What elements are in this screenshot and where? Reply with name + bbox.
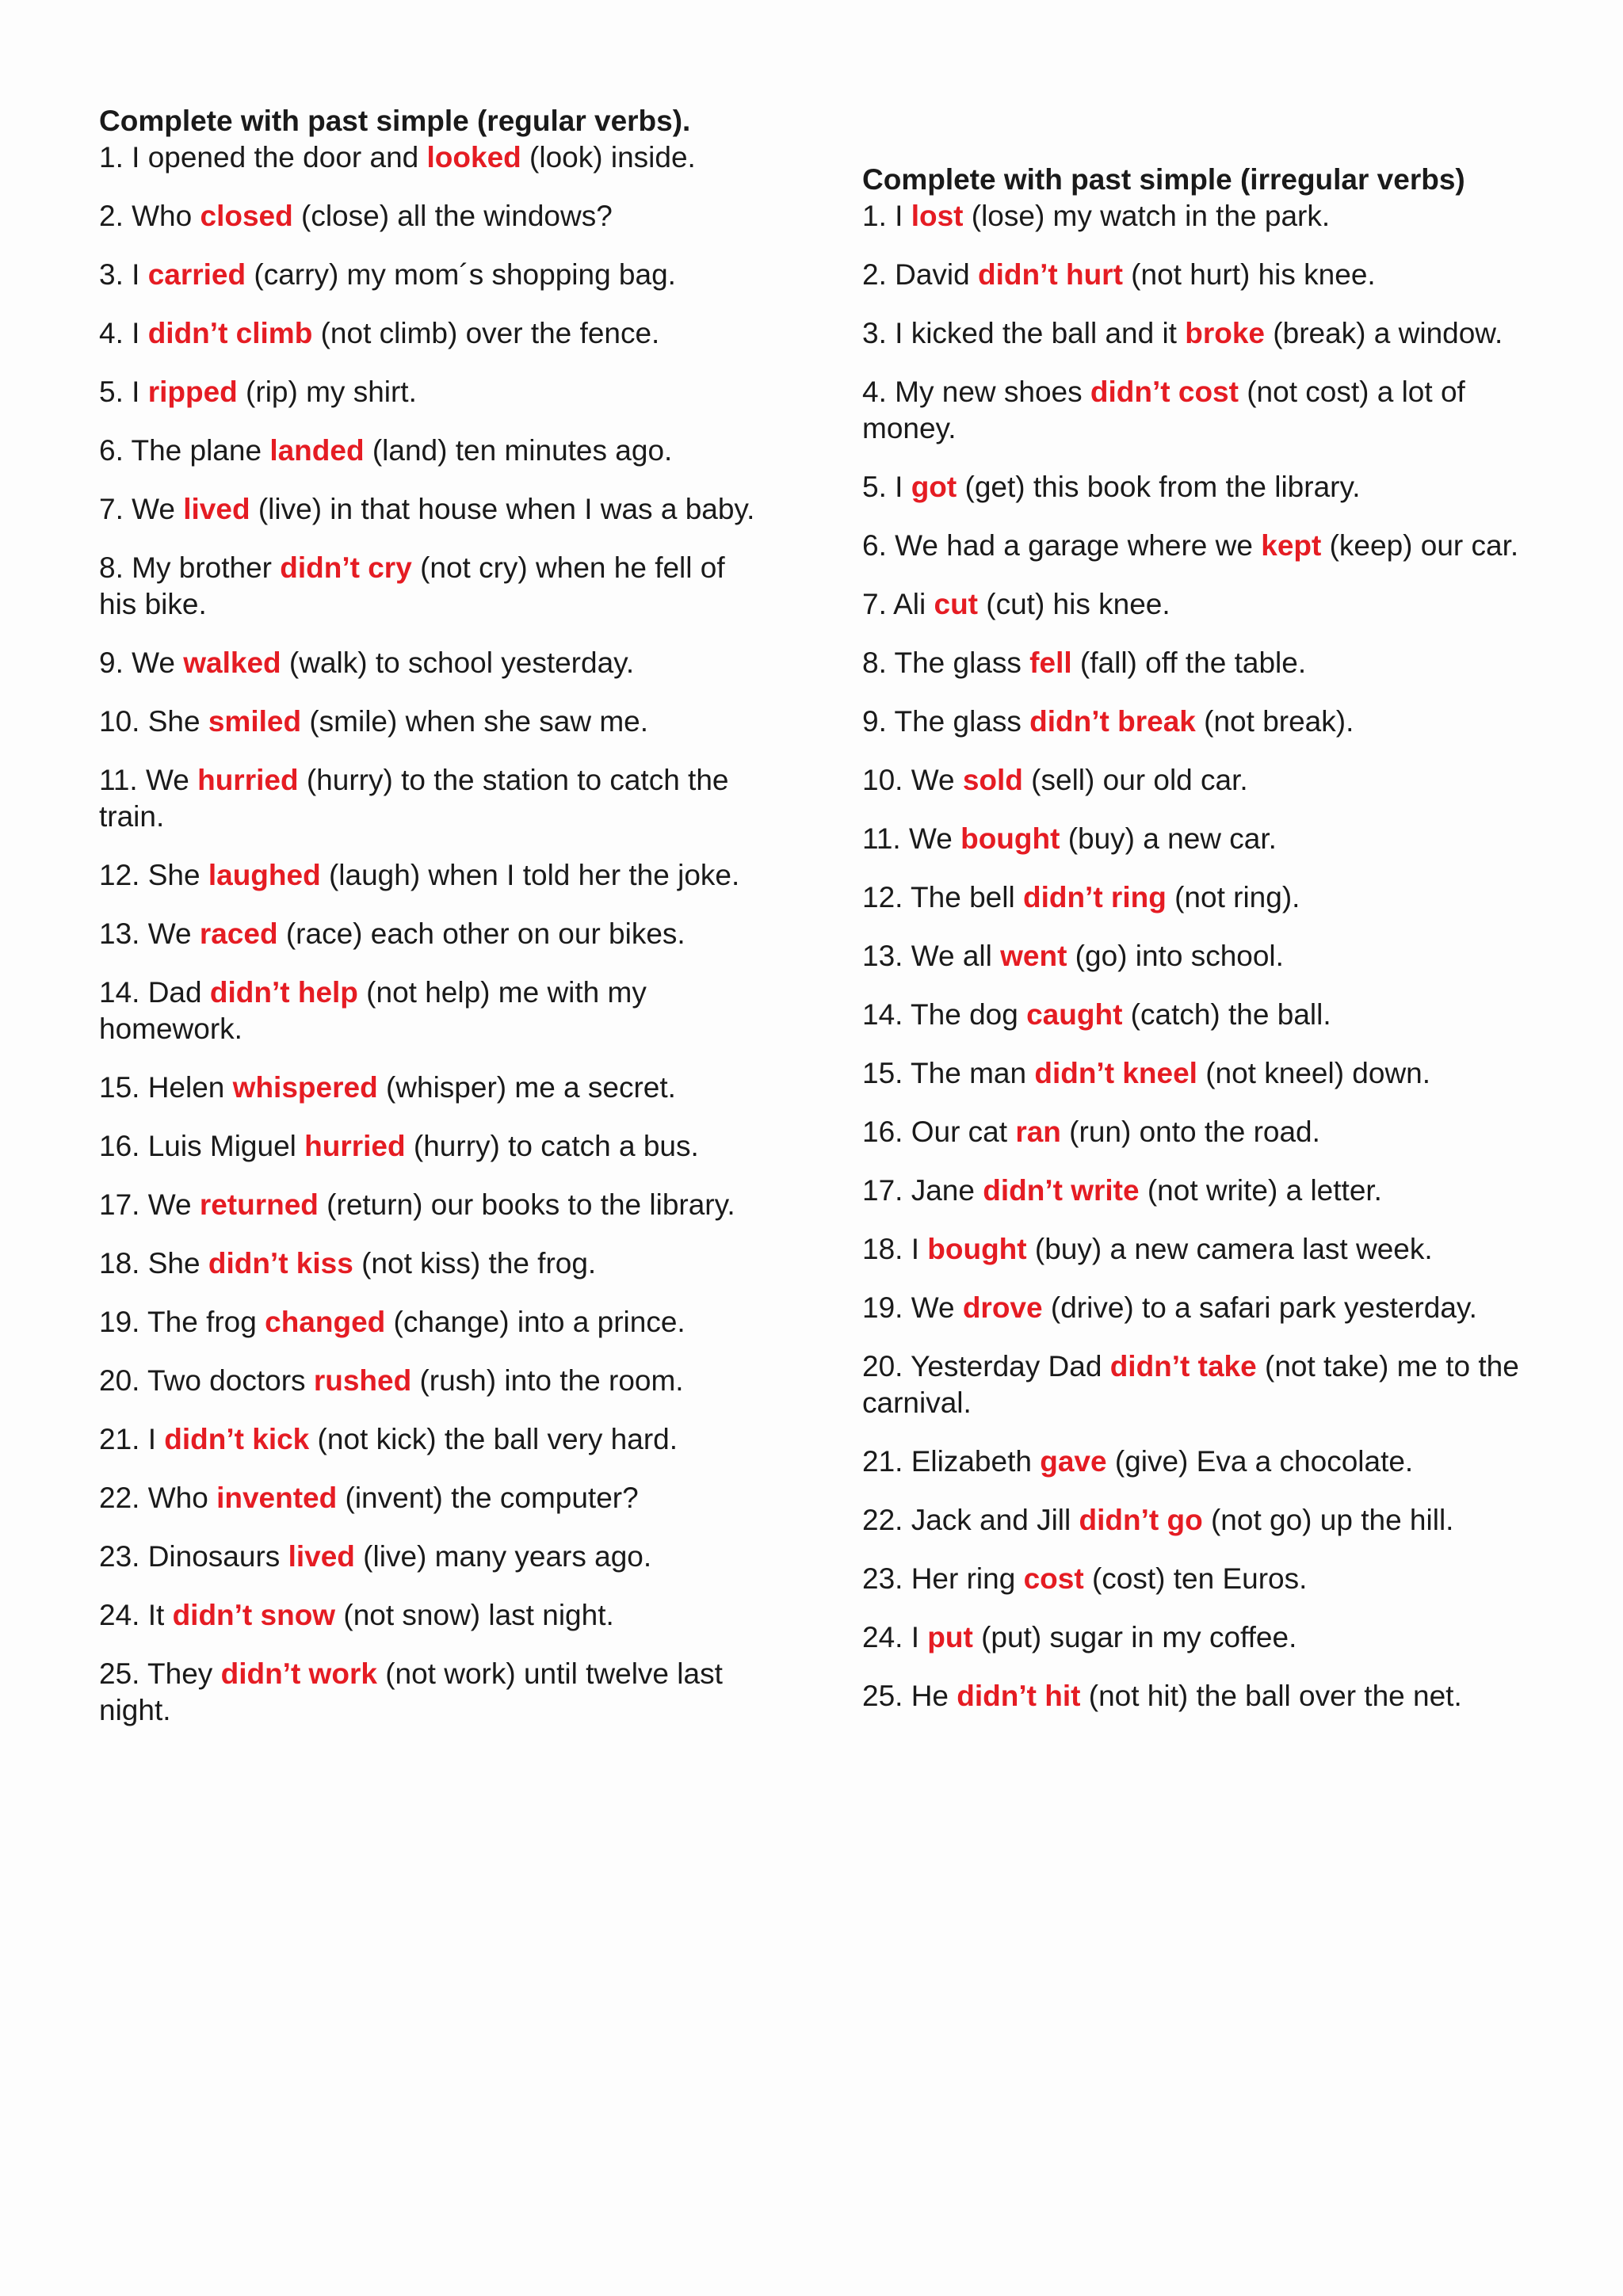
sentence-start: 9. The glass	[862, 705, 1030, 738]
sentence-start: 16. Luis Miguel	[99, 1130, 305, 1162]
exercise-item	[862, 1619, 1544, 1656]
exercise-item	[99, 1304, 757, 1341]
answer-verb: put	[927, 1621, 973, 1653]
sentence-end: (give) Eva a chocolate.	[1106, 1445, 1414, 1478]
sentence-end: (land) ten minutes ago.	[364, 434, 673, 467]
sentence-start: 11. We	[99, 764, 198, 796]
sentence-start: 10. She	[99, 705, 208, 738]
answer-verb: rushed	[313, 1364, 412, 1397]
sentence-start: 7. Ali	[862, 588, 934, 620]
sentence-start: 4. I	[99, 317, 148, 349]
answer-verb: didn’t kick	[164, 1423, 310, 1455]
sentence-start: 14. The dog	[862, 998, 1027, 1031]
regular-verbs-list	[99, 139, 757, 1729]
sentence-end: (not kneel) down.	[1197, 1057, 1431, 1089]
sentence-start: 12. She	[99, 859, 208, 891]
sentence-end: (drive) to a safari park yesterday.	[1042, 1291, 1477, 1324]
exercise-item	[862, 1561, 1544, 1597]
sentence-end: (invent) the computer?	[337, 1482, 639, 1514]
exercise-item	[862, 1678, 1544, 1714]
sentence-start: 17. Jane	[862, 1174, 983, 1207]
sentence-end: (lose) my watch in the park.	[963, 200, 1331, 232]
exercise-item	[862, 315, 1544, 352]
answer-verb: walked	[183, 646, 281, 679]
sentence-end: (buy) a new car.	[1060, 822, 1277, 855]
sentence-end: (carry) my mom´s shopping bag.	[246, 258, 676, 291]
exercise-item	[862, 586, 1544, 623]
exercise-item	[99, 1245, 757, 1282]
sentence-start: 20. Two doctors	[99, 1364, 314, 1397]
sentence-end: (look) inside.	[521, 141, 696, 174]
answer-verb: didn’t snow	[172, 1599, 336, 1631]
sentence-end: (not break).	[1195, 705, 1354, 738]
exercise-item	[862, 1502, 1544, 1539]
sentence-end: (break) a window.	[1265, 317, 1503, 349]
sentence-start: 14. Dad	[99, 976, 210, 1009]
exercise-item	[862, 1231, 1544, 1268]
sentence-start: 15. Helen	[99, 1071, 233, 1104]
sentence-end: (whisper) me a secret.	[377, 1071, 676, 1104]
answer-verb: hurried	[304, 1130, 406, 1162]
sentence-end: (not hurt) his knee.	[1122, 258, 1376, 291]
exercise-item	[99, 491, 757, 528]
sentence-start: 7. We	[99, 493, 184, 525]
sentence-start: 22. Jack and Jill	[862, 1504, 1079, 1536]
sentence-end: (run) onto the road.	[1060, 1116, 1320, 1148]
sentence-end: (not snow) last night.	[335, 1599, 614, 1631]
exercise-item	[99, 374, 757, 410]
irregular-verbs-heading: Complete with past simple (irregular verbs)	[862, 163, 1465, 196]
answer-verb: didn’t help	[209, 976, 358, 1009]
sentence-end: (not hit) the ball over the net.	[1080, 1680, 1462, 1712]
sentence-start: 19. We	[862, 1291, 963, 1324]
sentence-start: 2. David	[862, 258, 979, 291]
answer-verb: smiled	[208, 705, 302, 738]
sentence-start: 18. I	[862, 1233, 928, 1265]
exercise-item	[99, 139, 757, 176]
sentence-end: (not write) a letter.	[1139, 1174, 1382, 1207]
sentence-start: 23. Dinosaurs	[99, 1540, 288, 1573]
sentence-end: (hurry) to catch a bus.	[405, 1130, 699, 1162]
answer-verb: drove	[962, 1291, 1043, 1324]
exercise-item	[99, 1187, 757, 1223]
sentence-end: (smile) when she saw me.	[301, 705, 649, 738]
exercise-item	[862, 879, 1544, 916]
answer-verb: didn’t hit	[957, 1680, 1081, 1712]
sentence-end: (live) many years ago.	[354, 1540, 652, 1573]
answer-verb: went	[1000, 940, 1067, 972]
sentence-start: 10. We	[862, 764, 963, 796]
sentence-end: (laugh) when I told her the joke.	[320, 859, 740, 891]
answer-verb: lived	[288, 1540, 355, 1573]
sentence-end: (not take) me to the carnival.	[862, 1350, 1519, 1419]
exercise-item	[99, 1070, 757, 1106]
sentence-end: (buy) a new camera last week.	[1026, 1233, 1433, 1265]
exercise-item	[99, 1421, 757, 1458]
exercise-item	[862, 469, 1544, 505]
sentence-end: (sell) our old car.	[1022, 764, 1248, 796]
exercise-item	[862, 997, 1544, 1033]
sentence-start: 25. He	[862, 1680, 957, 1712]
exercise-item	[862, 257, 1544, 293]
exercise-item	[862, 938, 1544, 974]
exercise-item	[99, 1597, 757, 1634]
sentence-start: 22. Who	[99, 1482, 217, 1514]
answer-verb: didn’t hurt	[978, 258, 1123, 291]
answer-verb: didn’t work	[220, 1657, 377, 1690]
sentence-end: (not cry) when he fell of his bike.	[99, 551, 725, 620]
exercise-item	[862, 1444, 1544, 1480]
sentence-start: 5. I	[862, 471, 911, 503]
exercise-item	[862, 645, 1544, 681]
exercise-item	[862, 704, 1544, 740]
answer-verb: didn’t cost	[1090, 376, 1239, 408]
sentence-start: 2. Who	[99, 200, 200, 232]
sentence-start: 9. We	[99, 646, 184, 679]
sentence-end: (change) into a prince.	[385, 1306, 685, 1338]
sentence-end: (not kiss) the frog.	[353, 1247, 597, 1280]
sentence-start: 11. We	[862, 822, 961, 855]
answer-verb: caught	[1026, 998, 1123, 1031]
sentence-start: 23. Her ring	[862, 1562, 1024, 1595]
sentence-start: 12. The bell	[862, 881, 1023, 913]
answer-verb: didn’t go	[1079, 1504, 1203, 1536]
exercise-item	[99, 550, 757, 623]
answer-verb: gave	[1040, 1445, 1107, 1478]
sentence-end: (go) into school.	[1067, 940, 1284, 972]
answer-verb: sold	[962, 764, 1023, 796]
sentence-end: (fall) off the table.	[1071, 646, 1307, 679]
sentence-start: 8. The glass	[862, 646, 1030, 679]
exercise-item	[862, 1055, 1544, 1092]
exercise-item	[99, 315, 757, 352]
answer-verb: hurried	[197, 764, 299, 796]
exercise-item	[862, 1114, 1544, 1150]
exercise-item	[862, 1290, 1544, 1326]
irregular-verbs-list	[862, 198, 1544, 1714]
answer-verb: lived	[183, 493, 250, 525]
sentence-end: (walk) to school yesterday.	[281, 646, 635, 679]
sentence-end: (rip) my shirt.	[237, 376, 417, 408]
answer-verb: closed	[200, 200, 293, 232]
exercise-item	[862, 1173, 1544, 1209]
answer-verb: looked	[426, 141, 521, 174]
sentence-start: 15. The man	[862, 1057, 1035, 1089]
sentence-end: (close) all the windows?	[292, 200, 613, 232]
sentence-end: (put) sugar in my coffee.	[972, 1621, 1297, 1653]
answer-verb: didn’t kneel	[1034, 1057, 1197, 1089]
sentence-end: (race) each other on our bikes.	[277, 917, 685, 950]
sentence-start: 16. Our cat	[862, 1116, 1016, 1148]
answer-verb: returned	[199, 1188, 319, 1221]
exercise-item	[862, 198, 1544, 235]
sentence-end: (rush) into the room.	[411, 1364, 684, 1397]
sentence-start: 6. We had a garage where we	[862, 529, 1262, 562]
answer-verb: laughed	[208, 859, 321, 891]
answer-verb: lost	[911, 200, 964, 232]
sentence-end: (hurry) to the station to catch the train.	[99, 764, 729, 833]
sentence-start: 4. My new shoes	[862, 376, 1090, 408]
sentence-start: 24. It	[99, 1599, 173, 1631]
sentence-end: (not help) me with my homework.	[99, 976, 647, 1045]
sentence-end: (catch) the ball.	[1122, 998, 1331, 1031]
answer-verb: raced	[199, 917, 278, 950]
answer-verb: ran	[1015, 1116, 1061, 1148]
sentence-start: 19. The frog	[99, 1306, 265, 1338]
exercise-item	[862, 1348, 1544, 1421]
sentence-end: (not go) up the hill.	[1202, 1504, 1454, 1536]
exercise-item	[862, 762, 1544, 799]
answer-verb: didn’t take	[1109, 1350, 1257, 1383]
answer-verb: whispered	[232, 1071, 378, 1104]
exercise-item	[99, 762, 757, 835]
answer-verb: cut	[934, 588, 978, 620]
regular-verbs-heading: Complete with past simple (regular verbs).	[99, 105, 691, 137]
exercise-item	[99, 1480, 757, 1516]
answer-verb: kept	[1261, 529, 1322, 562]
answer-verb: got	[911, 471, 957, 503]
sentence-start: 24. I	[862, 1621, 928, 1653]
sentence-start: 13. We all	[862, 940, 1001, 972]
answer-verb: landed	[269, 434, 365, 467]
exercise-item	[99, 974, 757, 1047]
answer-verb: cost	[1023, 1562, 1084, 1595]
answer-verb: didn’t climb	[147, 317, 313, 349]
exercise-item	[99, 704, 757, 740]
answer-verb: carried	[147, 258, 246, 291]
sentence-end: (return) our books to the library.	[318, 1188, 735, 1221]
sentence-start: 25. They	[99, 1657, 221, 1690]
sentence-end: (keep) our car.	[1321, 529, 1519, 562]
sentence-start: 1. I	[862, 200, 911, 232]
sentence-start: 20. Yesterday Dad	[862, 1350, 1110, 1383]
exercise-item	[99, 1363, 757, 1399]
sentence-start: 6. The plane	[99, 434, 270, 467]
exercise-item	[99, 916, 757, 952]
sentence-start: 21. I	[99, 1423, 165, 1455]
exercise-item	[99, 433, 757, 469]
regular-verbs-section	[99, 103, 757, 1751]
exercise-item	[99, 1656, 757, 1729]
answer-verb: didn’t kiss	[208, 1247, 353, 1280]
sentence-end: (cost) ten Euros.	[1083, 1562, 1308, 1595]
sentence-start: 5. I	[99, 376, 148, 408]
exercise-item	[99, 257, 757, 293]
answer-verb: changed	[265, 1306, 386, 1338]
sentence-end: (not cost) a lot of money.	[862, 376, 1465, 444]
exercise-item	[99, 1128, 757, 1165]
sentence-start: 17. We	[99, 1188, 200, 1221]
answer-verb: fell	[1029, 646, 1072, 679]
sentence-start: 21. Elizabeth	[862, 1445, 1041, 1478]
exercise-item	[862, 528, 1544, 564]
sentence-start: 8. My brother	[99, 551, 281, 584]
sentence-end: (not ring).	[1166, 881, 1300, 913]
exercise-item	[862, 374, 1544, 447]
exercise-item	[99, 1539, 757, 1575]
sentence-end: (not kick) the ball very hard.	[309, 1423, 678, 1455]
sentence-end: (get) this book from the library.	[957, 471, 1361, 503]
answer-verb: invented	[216, 1482, 338, 1514]
exercise-item	[99, 857, 757, 894]
answer-verb: bought	[927, 1233, 1027, 1265]
answer-verb: didn’t break	[1029, 705, 1196, 738]
sentence-end: (cut) his knee.	[978, 588, 1170, 620]
answer-verb: didn’t write	[983, 1174, 1140, 1207]
answer-verb: bought	[960, 822, 1060, 855]
sentence-end: (not climb) over the fence.	[312, 317, 660, 349]
answer-verb: ripped	[147, 376, 238, 408]
exercise-item	[862, 821, 1544, 857]
answer-verb: didn’t cry	[280, 551, 412, 584]
irregular-verbs-section	[862, 162, 1544, 1737]
sentence-start: 3. I	[99, 258, 148, 291]
sentence-start: 3. I kicked the ball and it	[862, 317, 1186, 349]
sentence-end: (not work) until twelve last night.	[99, 1657, 723, 1726]
sentence-start: 13. We	[99, 917, 200, 950]
sentence-start: 1. I opened the door and	[99, 141, 427, 174]
answer-verb: didn’t ring	[1022, 881, 1167, 913]
sentence-start: 18. She	[99, 1247, 208, 1280]
exercise-item	[99, 198, 757, 235]
exercise-item	[99, 645, 757, 681]
answer-verb: broke	[1185, 317, 1266, 349]
sentence-end: (live) in that house when I was a baby.	[250, 493, 755, 525]
